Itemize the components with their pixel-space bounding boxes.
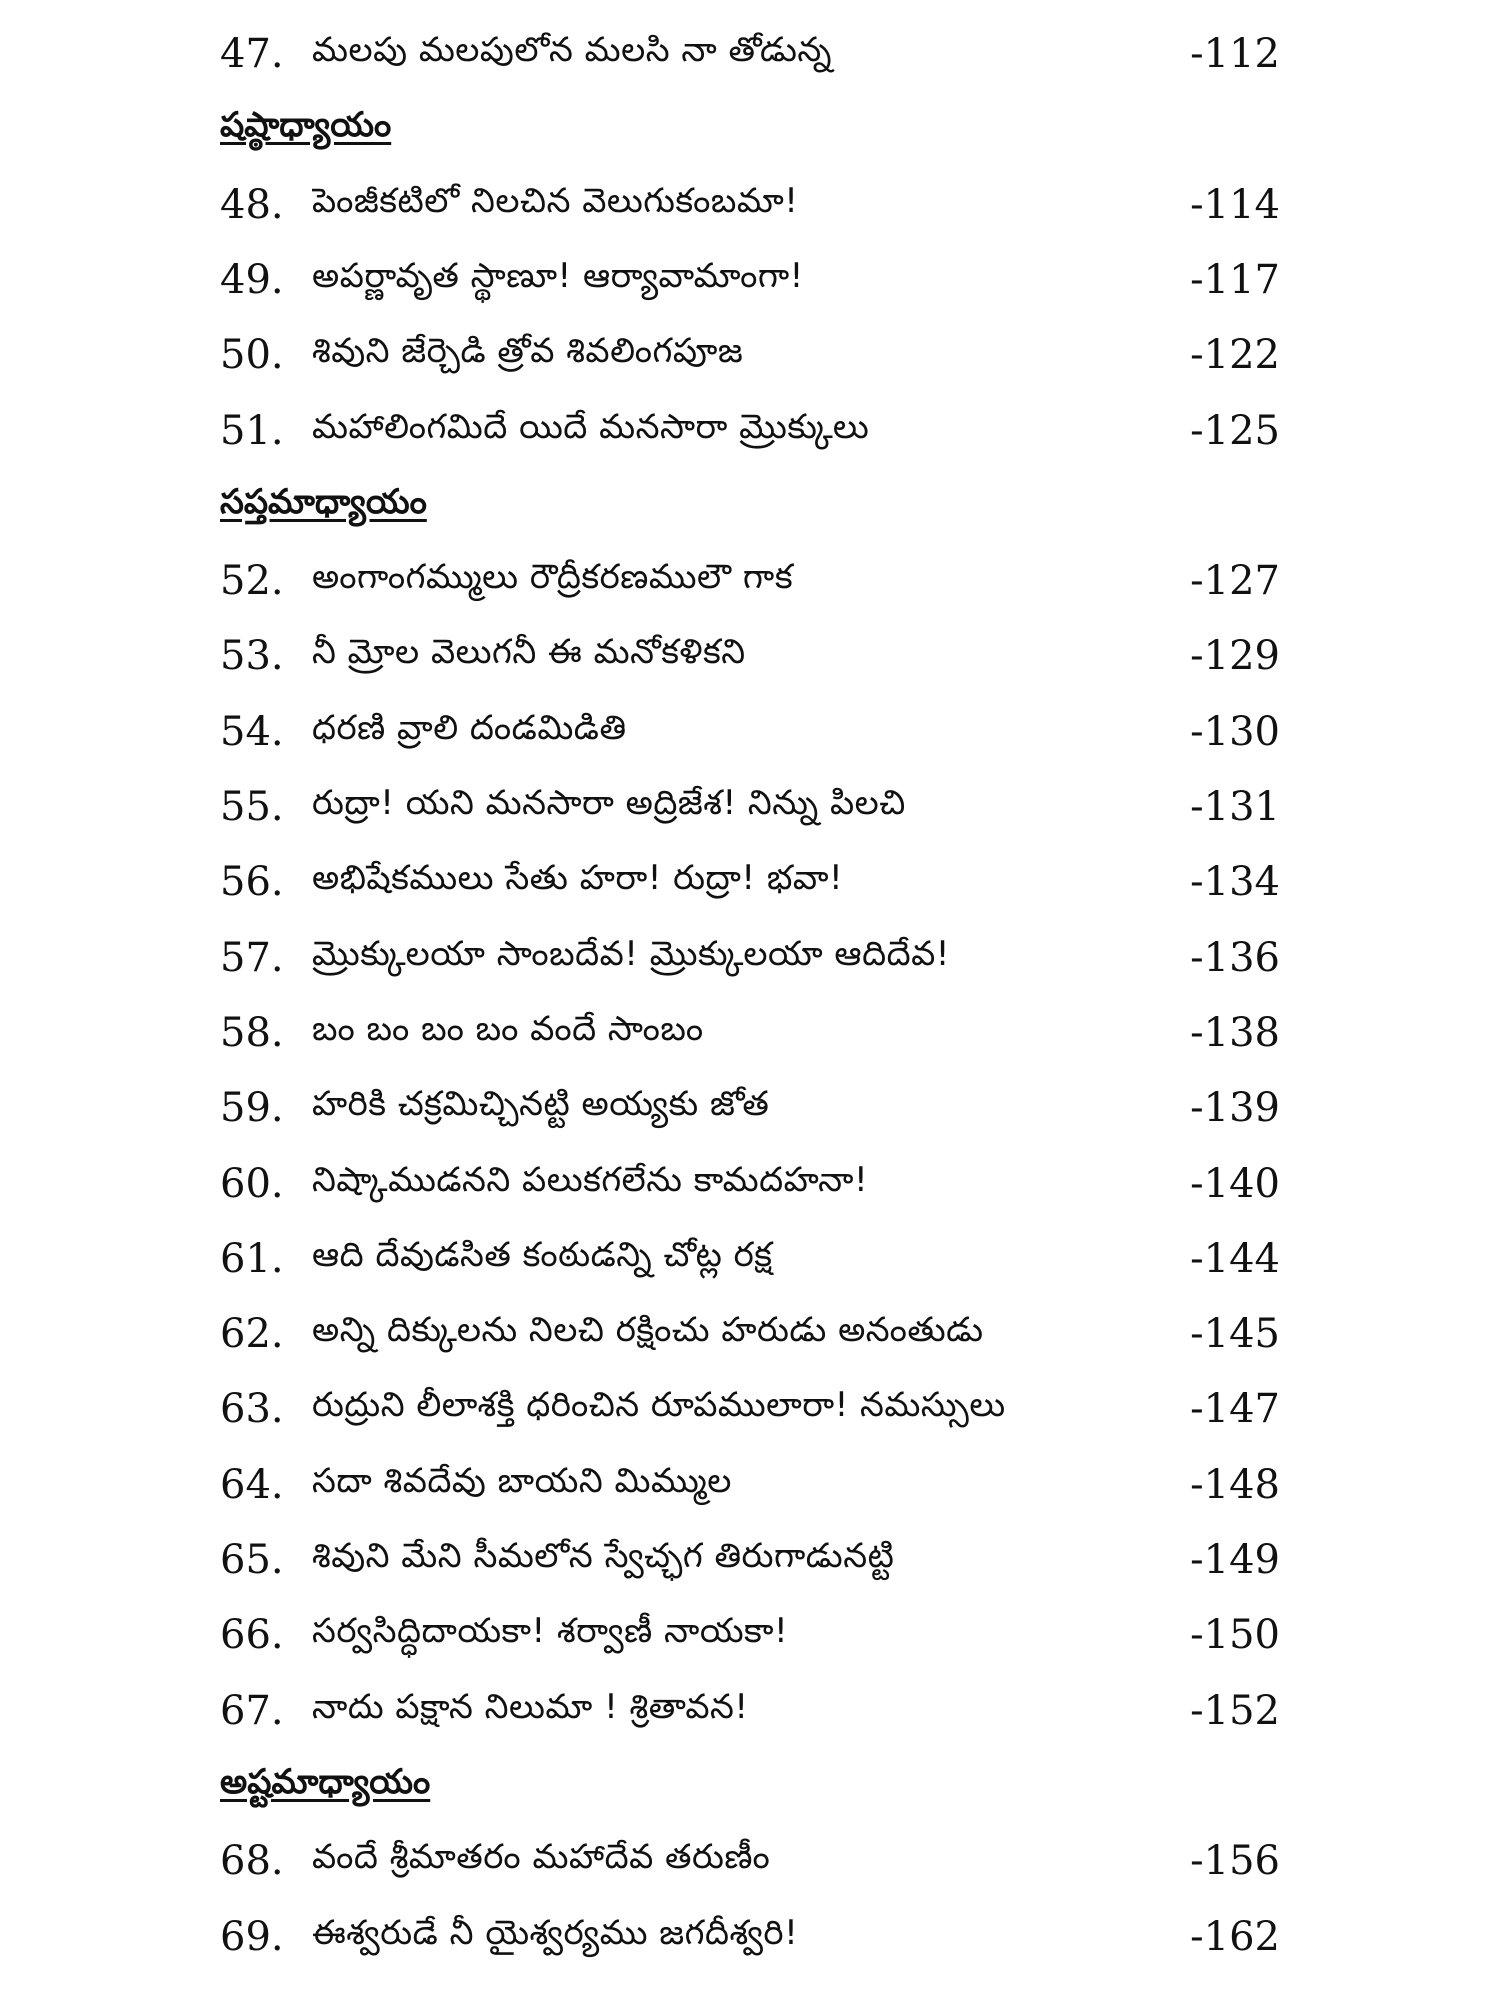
entry-title: నీ మ్రోల వెలుగనీ ఈ మనోకళికని: [312, 632, 746, 672]
entry-number: 50.: [220, 332, 284, 378]
entry-title: సర్వసిద్ధిదాయకా! శర్వాణీ నాయకా!: [312, 1611, 789, 1651]
entry-page-number: -152: [1190, 1688, 1280, 1734]
entry-title: అపర్ణావృత స్థాణూ! ఆర్యావామాంగా!: [312, 256, 804, 296]
entry-page-number: -147: [1190, 1386, 1280, 1432]
toc-entry: [220, 1379, 1280, 1439]
entry-page-number: -138: [1190, 1010, 1280, 1056]
entry-page-number: -130: [1190, 709, 1280, 755]
toc-entry: [220, 1304, 1280, 1364]
entry-title: రుద్రా! యని మనసారా అద్రిజేశ! నిన్ను పిలచి: [312, 783, 906, 823]
entry-page-number: -134: [1190, 859, 1280, 905]
entry-title: అన్ని దిక్కులను నిలచి రక్షించు హరుడు అనంతుడు: [312, 1310, 984, 1350]
entry-title: మహాలింగమిదే యిదే మనసారా మ్రొక్కులు: [312, 407, 870, 447]
entry-number: 65.: [220, 1537, 284, 1583]
section-heading: [220, 1758, 430, 1814]
entry-title: సదా శివదేవు బాయని మిమ్ముల: [312, 1461, 732, 1501]
entry-number: 53.: [220, 633, 284, 679]
entry-number: 69.: [220, 1914, 284, 1960]
toc-entry: [220, 1154, 1280, 1214]
entry-page-number: -122: [1190, 332, 1280, 378]
toc-entry: [220, 777, 1280, 837]
entry-number: 51.: [220, 408, 284, 454]
entry-page-number: -139: [1190, 1085, 1280, 1131]
toc-entry: [220, 702, 1280, 762]
entry-page-number: -145: [1190, 1311, 1280, 1357]
entry-number: 54.: [220, 709, 284, 755]
toc-entry: [220, 1907, 1280, 1967]
entry-number: 63.: [220, 1386, 284, 1432]
toc-entry: [220, 1530, 1280, 1590]
entry-title: మలపు మలపులోన మలసి నా తోడున్న: [312, 30, 832, 70]
entry-page-number: -131: [1190, 784, 1280, 830]
entry-number: 59.: [220, 1085, 284, 1131]
entry-number: 62.: [220, 1311, 284, 1357]
entry-title: నాదు పక్షాన నిలుమా ! శ్రితావన!: [312, 1687, 749, 1727]
entry-number: 67.: [220, 1688, 284, 1734]
entry-page-number: -127: [1190, 558, 1280, 604]
entry-page-number: -129: [1190, 633, 1280, 679]
entry-number: 47.: [220, 31, 284, 77]
entry-title: ఈశ్వరుడే నీ యైశ్వర్యము జగదీశ్వరి!: [312, 1913, 799, 1953]
entry-number: 52.: [220, 558, 284, 604]
entry-title: వందే శ్రీమాతరం మహాదేవ తరుణీం: [312, 1837, 771, 1877]
section-heading: [220, 101, 391, 157]
section-heading: [220, 478, 427, 534]
entry-title: బం బం బం బం వందే సాంబం: [312, 1009, 704, 1049]
entry-number: 56.: [220, 859, 284, 905]
toc-entry: [220, 24, 1280, 84]
toc-entry: [220, 1605, 1280, 1665]
toc-entry: [220, 250, 1280, 310]
entry-page-number: -150: [1190, 1612, 1280, 1658]
entry-number: 61.: [220, 1236, 284, 1282]
toc-entry: [220, 1078, 1280, 1138]
entry-number: 64.: [220, 1462, 284, 1508]
entry-number: 66.: [220, 1612, 284, 1658]
toc-entry: [220, 401, 1280, 461]
toc-entry: [220, 626, 1280, 686]
entry-number: 57.: [220, 935, 284, 981]
entry-page-number: -136: [1190, 935, 1280, 981]
entry-page-number: -148: [1190, 1462, 1280, 1508]
toc-entry: [220, 175, 1280, 235]
entry-page-number: -140: [1190, 1161, 1280, 1207]
entry-page-number: -117: [1190, 257, 1280, 303]
entry-title: అంగాంగమ్ములు రౌద్రీకరణములౌ గాక: [312, 557, 794, 597]
entry-title: అభిషేకములు సేతు హరా! రుద్రా! భవా!: [312, 858, 844, 898]
entry-page-number: -156: [1190, 1838, 1280, 1884]
toc-entry: [220, 852, 1280, 912]
entry-title: ధరణి వ్రాలి దండమిడితి: [312, 708, 627, 748]
toc-entry: [220, 1003, 1280, 1063]
entry-title: హరికి చక్రమిచ్చినట్టి అయ్యకు జోత: [312, 1084, 770, 1124]
entry-number: 68.: [220, 1838, 284, 1884]
entry-number: 60.: [220, 1161, 284, 1207]
entry-title: ఆది దేవుడసిత కంఠుడన్ని చోట్ల రక్ష: [312, 1235, 773, 1275]
entry-page-number: -144: [1190, 1236, 1280, 1282]
toc-entry: [220, 928, 1280, 988]
entry-title: శివుని జేర్చెడి త్రోవ శివలింగపూజ: [312, 331, 744, 371]
entry-page-number: -112: [1190, 31, 1280, 77]
toc-entry: [220, 1455, 1280, 1515]
entry-number: 49.: [220, 257, 284, 303]
entry-title: నిష్కాముడనని పలుకగలేను కామదహనా!: [312, 1160, 869, 1200]
entry-page-number: -114: [1190, 182, 1280, 228]
section-heading-text: సప్తమాధ్యాయం: [220, 482, 427, 522]
toc-entry: [220, 1229, 1280, 1289]
entry-title: శివుని మేని సీమలోన స్వేచ్ఛగ తిరుగాడునట్టి: [312, 1536, 895, 1576]
toc-entry: [220, 1831, 1280, 1891]
entry-number: 48.: [220, 182, 284, 228]
toc-entry: [220, 325, 1280, 385]
entry-number: 58.: [220, 1010, 284, 1056]
entry-page-number: -162: [1190, 1914, 1280, 1960]
entry-number: 55.: [220, 784, 284, 830]
section-heading-text: అష్టమాధ్యాయం: [220, 1762, 431, 1802]
entry-title: పెంజీకటిలో నిలచిన వెలుగుకంబమా!: [312, 181, 799, 221]
entry-title: మ్రొక్కులయా సాంబదేవ! మ్రొక్కులయా ఆదిదేవ!: [312, 934, 950, 974]
entry-page-number: -149: [1190, 1537, 1280, 1583]
toc-entry: [220, 551, 1280, 611]
entry-page-number: -125: [1190, 408, 1280, 454]
toc-entry: [220, 1681, 1280, 1741]
entry-title: రుద్రుని లీలాశక్తి ధరించిన రూపములారా! నమస్సులు: [312, 1385, 1006, 1425]
section-heading-text: షష్ఠాధ్యాయం: [220, 105, 392, 145]
